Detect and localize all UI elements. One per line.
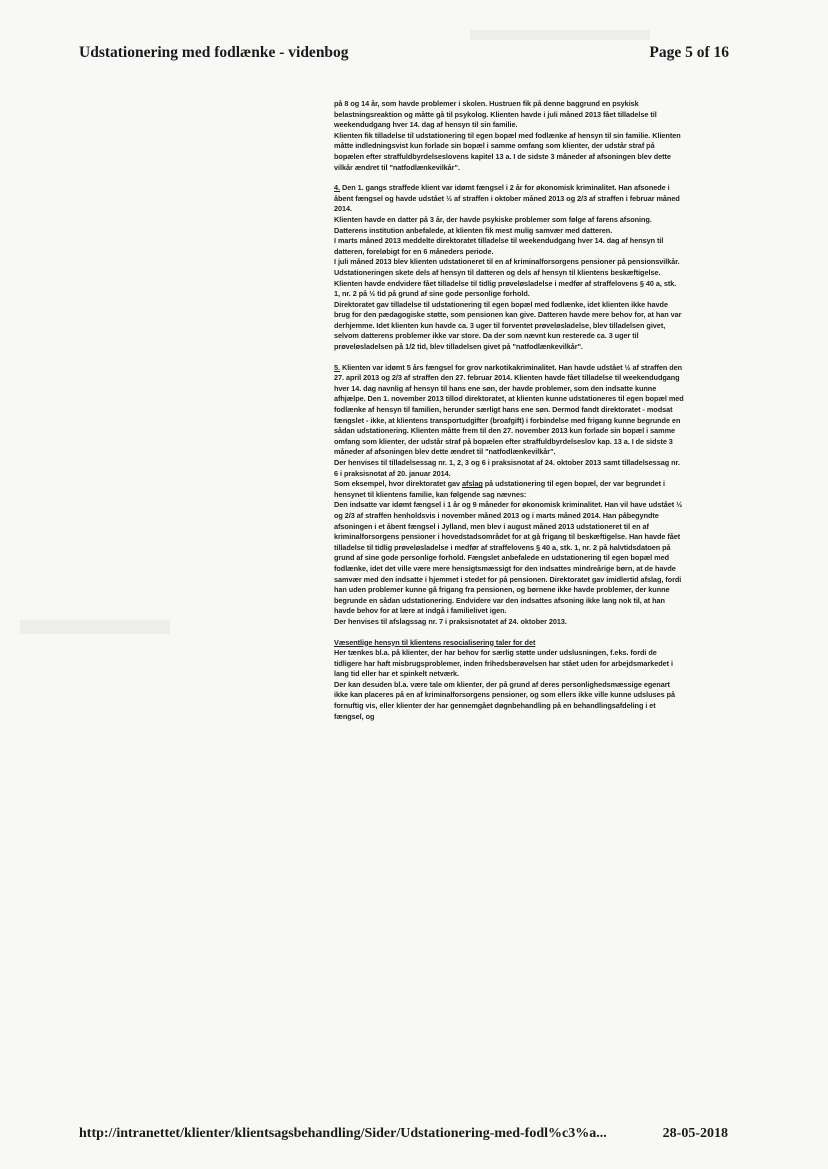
document-title: Udstationering med fodlænke - videnbog [79,44,349,61]
scan-artifact [20,620,170,634]
paragraph: på 8 og 14 år, som havde problemer i skolen. Hustruen fik på denne baggrund en psykisk belastningsreaktion og måtte gå til psykolog. Klienten havde i juli måned 2013 fået tilladelse til weekendudgang hver 14. dag af hensyn til sin familie. [334,99,657,130]
paragraph: Direktoratet gav tilladelse til udstationering til egen bopæl med fodlænke, idet klienten ikke havde brug for den pædagogiske støtte, som pensionen kan give. Datteren havde mere behov for, at han var derhjemme. Idet klienten kun havde ca. 3 uger til forventet prøveløsladelse, blev tilladelsen givet, selvom datterens problemer ikke var store. Da der som nævnt kun resterede ca. 3 uger til prøveløsladelsen på 1/2 tid, blev tilladelsen givet på "natfodlænkevilkår". [334,299,682,352]
paragraph: Der henvises til afslagssag nr. 7 i praksisnotatet af 24. oktober 2013. [334,616,567,626]
paragraph: I marts måned 2013 meddelte direktoratet tilladelse til weekendudgang hver 14. dag af hensyn til datteren, foreløbigt for en 6 måneders periode. [334,236,664,256]
body-text [334,99,684,722]
paragraph: Klienten fik tilladelse til udstationering til egen bopæl med fodlænke af hensyn til sin familie. Klienten måtte indledningsvist kun forlade sin bopæl i samme omfang som klienter, der udstår straf på bopælen efter straffuldbyrdelseslovens kapitel 13 a. I de sidste 3 måneder af afsoningen blev dette vilkår ændret til "natfodlænkevilkår". [334,130,681,172]
paragraph [334,479,684,500]
afslag-link: afslag [461,479,483,489]
paragraph: I juli måned 2013 blev klienten udstationeret til en af kriminalforsorgens pensioner på pensionsvilkår. Udstationeringen skete dels af hensyn til datteren og dels af hensyn til klientens beskæftigelse. [334,257,680,277]
case-5-intro [334,363,684,458]
case-text: Den 1. gangs straffede klient var idømt fængsel i 2 år for økonomisk kriminalitet. Han afsonede i åbent fængsel og havde udstået ½ af straffen i oktober måned 2013 og 2/3 af straffen i februar måned 2014. [334,183,680,214]
section-heading: Væsentlige hensyn til klientens resocialisering taler for det [334,637,536,647]
paragraph: Her tænkes bl.a. på klienter, der har behov for særlig støtte under udslusningen, f.eks. fordi de tidligere har haft misbrugsproblemer, inden frihedsberøvelsen har stået uden for arbejdsmarkedet i lang tid eller har et spinkelt netværk. [334,648,673,679]
case-4-intro [334,183,684,215]
case-text: Klienten var idømt 5 års fængsel for grov narkotikakriminalitet. Han havde udstået ½ af straffen den 27. april 2013 og 2/3 af straffen den 27. februar 2014. Klienten havde fået tilladelse til weekendudgang hver 14. dag navnlig af hensyn til hans ene søn, der havde problemer, som den indsatte kunne afhjælpe. Den 1. november 2013 tillod direktoratet, at klienten kunne udstationeres til egen bopæl med fodlænke af hensyn til familien, herunder særligt hans ene søn. Dermod fandt direktoratet - modsat fængslet - ikke, at klientens transportudgifter (broafgift) i forbindelse med frigang kunne begrunde en sådan udstationering. Klienten måtte frem til den 27. november 2013 kun forlade sin bopæl i samme omfang som klienter, der udstår straf på bopælen efter straffuldbyrdelseslov kap. 13 a. I de sidste 3 måneder af afsoningen blev dette ændret til "natfodlænkevilkår". [334,362,684,457]
text-run: på udstationering til egen bopæl, der var begrundet i hensynet til klientens familie, kan følgende sag nævnes: [334,479,665,499]
paragraph: Der henvises til tilladelsessag nr. 1, 2, 3 og 6 i praksisnotat af 24. oktober 2013 samt tilladelsessag nr. 6 i praksisnotat af 20. januar 2014. [334,458,680,478]
page-number: Page 5 of 16 [649,44,729,61]
footer-date: 28-05-2018 [662,1126,728,1141]
paragraph: Klienten havde en datter på 3 år, der havde psykiske problemer som følge af farens afsoning. Datterens institution anbefalede, at klienten fik mest mulig samvær med datteren. [334,214,652,235]
case-number: 4. [334,183,340,193]
footer-url: http://intranettet/klienter/klientsagsbehandling/Sider/Udstationering-med-fodl%c3%a... [79,1126,607,1141]
paragraph: Der kan desuden bl.a. være tale om klienter, der på grund af deres personlighedsmæssige egenart ikke kan placeres på en af kriminalforsorgens pensioner, og som ellers ikke ville kunne udsluses på fornuftig vis, eller klienter der har gennemgået døgnbehandling på en behandlingsafdeling i et fængsel, og [334,679,675,721]
case-number: 5. [334,362,340,372]
paragraph: Klienten havde endvidere fået tilladelse til tidlig prøveløsladelse i medfør af straffelovens § 40 a, stk. 1, nr. 2 på ½ tid på grund af sine gode personlige forhold. [334,278,677,299]
scan-artifact [470,30,650,40]
text-run: Som eksempel, hvor direktoratet gav [334,479,462,489]
paragraph: Den indsatte var idømt fængsel i 1 år og 9 måneder for økonomisk kriminalitet. Han vil have udstået ½ og 2/3 af straffen henholdsvis i november måned 2013 og i marts måned 2014. Han påbegyndte afsoningen i et åbent fængsel i Jylland, men blev i august måned 2013 udstationeret til en af kriminalforsorgens pensioner i hovedstadsområdet for at gå frigang til beskæftigelse. Han havde fået tilladelse til tidlig prøveløsladelse i medfør af straffelovens § 40 a, stk. 1, nr. 2 på halvtidsdatoen på grund af sine gode personlige forhold. Fængslet anbefalede en udstationering til egen bopæl med fodlænke, idet det ville være mere hensigtsmæssigt for den indsattes mindreårige børn, at de havde samvær med den indsatte i hjemmet i stedet for på pensionen. Direktoratet gav imidlertid afslag, fordi han uden problemer kunne gå frigang fra pensionen, og børnene ikke havde problemer, der kunne begrunde en sådan udstationering. Endvidere var den indsattes afsoning ikke lang nok til, at han havde behov for at lære at indgå i familielivet igen. [334,500,683,616]
